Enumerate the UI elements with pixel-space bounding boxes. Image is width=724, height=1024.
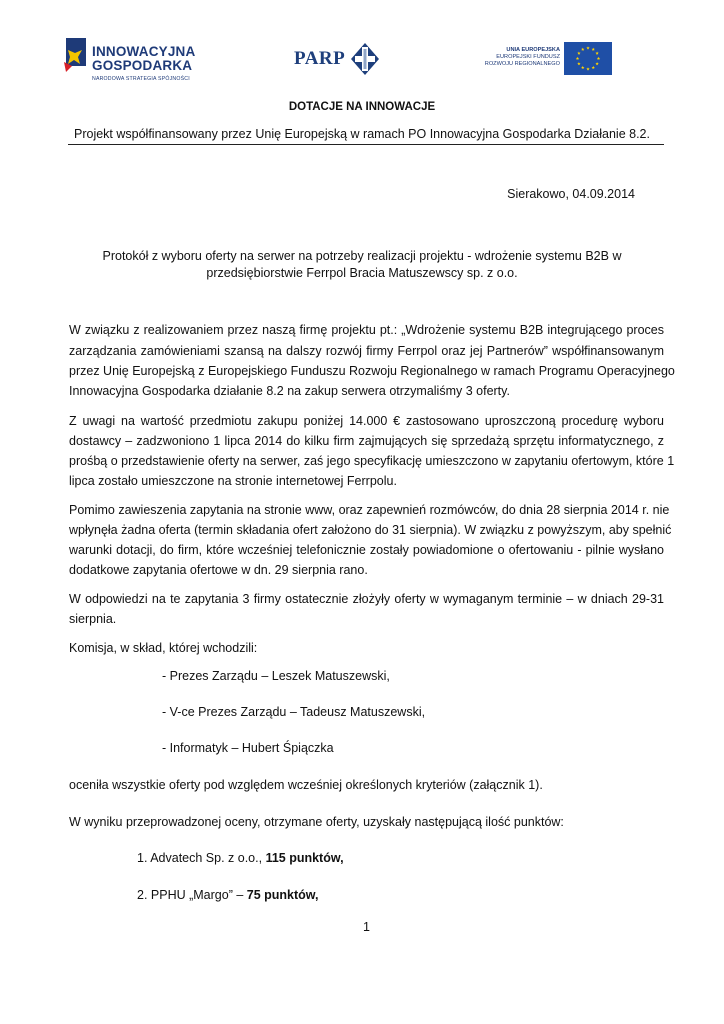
document-subheading: Projekt współfinansowany przez Unię Europejską w ramach PO Innowacyjna Gospodarka Działanie 8.2. [74, 127, 650, 141]
logo-line-1: INNOWACYJNA [92, 44, 196, 59]
paragraph-1-line: W związku z realizowaniem przez naszą firmę projektu pt.: „Wdrożenie systemu B2B integrującego proces [69, 323, 664, 337]
eu-logo-line-2: EUROPEJSKI FUNDUSZ [496, 54, 560, 60]
commission-intro: Komisja, w skład, której wchodzili: [69, 641, 258, 655]
result-item [137, 851, 344, 865]
header-divider [68, 144, 664, 145]
document-date: Sierakowo, 04.09.2014 [507, 187, 635, 201]
paragraph-4-line: W odpowiedzi na te zapytania 3 firmy ostatecznie złożyły oferty w wymaganym terminie – w dniach 29-31 [69, 592, 664, 606]
commission-member: - Informatyk – Hubert Śpiączka [162, 741, 334, 755]
paragraph-1-line: zarządzania zamówieniami szansą na dalszy rozwój firmy Ferrpol oraz jej Partnerów” współfinansowanym [69, 344, 664, 358]
paragraph-1-line: przez Unię Europejską z Europejskiego Funduszu Rozwoju Regionalnego w ramach Programu Operacyjnego [69, 364, 675, 378]
eu-logo [472, 42, 612, 78]
eu-flag-icon [564, 42, 612, 75]
eu-logo-line-3: ROZWOJU REGIONALNEGO [484, 61, 560, 67]
eu-logo-line-1: UNIA EUROPEJSKA [506, 47, 560, 53]
paragraph-3-line: dodatkowe zapytania ofertowe w dn. 29 sierpnia rano. [69, 563, 368, 577]
result-company: 2. PPHU „Margo” – [137, 888, 247, 902]
logo-line-3: NARODOWA STRATEGIA SPÓJNOŚCI [92, 76, 190, 82]
commission-member: - V-ce Prezes Zarządu – Tadeusz Matuszewski, [162, 705, 426, 719]
paragraph-1-line: Innowacyjna Gospodarka działanie 8.2 na zakup serwera otrzymaliśmy 3 oferty. [69, 384, 510, 398]
result-company: 1. Advatech Sp. z o.o., [137, 851, 266, 865]
paragraph-3-line: wpłynęła żadna oferta (termin składania ofert założono do 31 sierpnia). W związku z powyższym, aby spełnić [69, 523, 672, 537]
paragraph-4-line: sierpnia. [69, 612, 117, 626]
parp-logo [294, 40, 386, 80]
paragraph-3-line: Pomimo zawieszenia zapytania na stronie www, oraz zapewnień rozmówców, do dnia 28 sierpnia 2014 r. nie [69, 503, 670, 517]
results-intro: W wyniku przeprowadzonej oceny, otrzymane oferty, uzyskały następującą ilość punktów: [69, 815, 564, 829]
commission-member: - Prezes Zarządu – Leszek Matuszewski, [162, 669, 390, 683]
protocol-title-line-2: przedsiębiorstwie Ferrpol Bracia Matuszewscy sp. z o.o. [206, 266, 518, 280]
paragraph-2-line: Z uwagi na wartość przedmiotu zakupu poniżej 14.000 € zastosowano uproszczoną procedurę wyboru [69, 414, 664, 428]
document-heading: DOTACJE NA INNOWACJE [288, 101, 436, 113]
protocol-title-line-1: Protokół z wyboru oferty na serwer na potrzeby realizacji projektu - wdrożenie systemu B2B w [102, 249, 622, 263]
paragraph-2-line: lipca zostało umieszczone na stronie internetowej Ferrpolu. [69, 474, 397, 488]
parp-logo-text: PARP [294, 48, 346, 69]
paragraph-2-line: dostawcy – zadzwoniono 1 lipca 2014 do kilku firm zajmujących się sprzedażą sprzętu informatycznego, z [69, 434, 664, 448]
result-points: 115 punktów, [265, 851, 344, 865]
paragraph-2-line: prośbą o przedstawienie oferty na serwer, zaś jego specyfikację umieszczono w zapytaniu ofertowym, które 1 [69, 454, 675, 468]
logo-line-2: GOSPODARKA [92, 58, 193, 73]
page-number: 1 [363, 920, 370, 934]
parp-mark-icon [350, 42, 380, 76]
innowacyjna-gospodarka-logo [64, 36, 224, 88]
result-points: 75 punktów, [246, 888, 319, 902]
paragraph-3-line: warunki dotacji, do firm, które wcześniej telefonicznie zostały powiadomione o ofertowaniu - pilnie wysłano [69, 543, 664, 557]
innowacyjna-gospodarka-mark-icon [64, 36, 94, 82]
result-item [137, 888, 319, 902]
evaluation-statement: oceniła wszystkie oferty pod względem wcześniej określonych kryteriów (załącznik 1). [69, 778, 543, 792]
